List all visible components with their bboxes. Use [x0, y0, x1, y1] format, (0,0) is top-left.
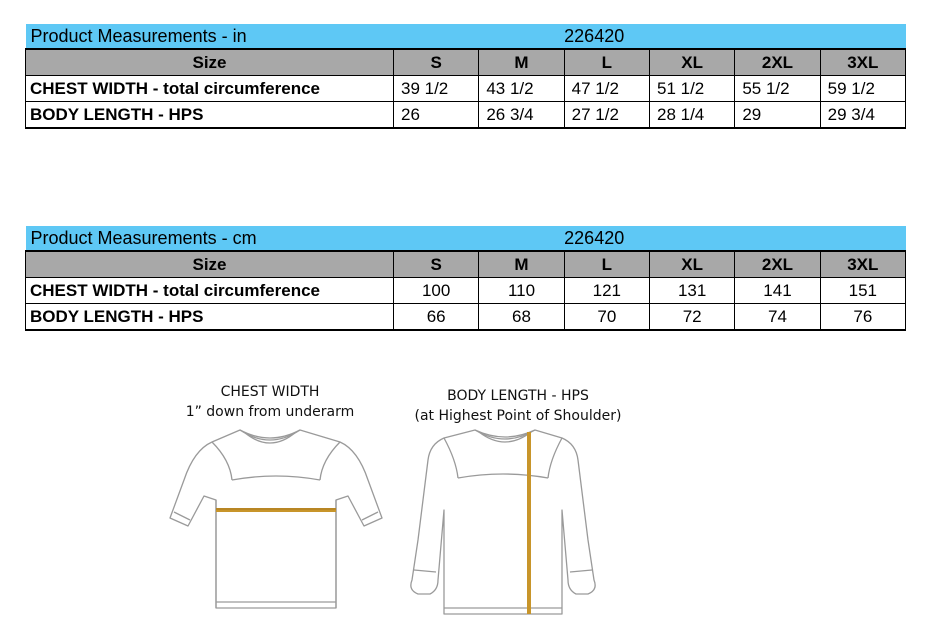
cell-value: 26 — [394, 102, 479, 129]
body-length-subtitle: (at Highest Point of Shoulder) — [414, 408, 622, 424]
cell-value: 72 — [649, 304, 734, 331]
size-header: Size — [26, 251, 394, 278]
cell-value: 27 1/2 — [564, 102, 649, 129]
measurements-table-cm — [25, 226, 906, 331]
table-row — [26, 102, 906, 129]
chest-width-title: CHEST WIDTH — [220, 384, 320, 400]
size-header-row — [26, 49, 906, 76]
cell-value: 131 — [649, 278, 734, 304]
size-2xl: 2XL — [735, 251, 820, 278]
size-header-row — [26, 251, 906, 278]
table-row — [26, 278, 906, 304]
table-title: Product Measurements - in — [26, 24, 394, 49]
body-length-measure-line — [527, 432, 531, 614]
cell-value: 141 — [735, 278, 820, 304]
size-3xl: 3XL — [820, 49, 905, 76]
cell-value: 70 — [564, 304, 649, 331]
cell-value: 55 1/2 — [735, 76, 820, 102]
product-code: 226420 — [564, 24, 905, 49]
chest-width-subtitle: 1” down from underarm — [185, 404, 355, 420]
table-title-bar — [26, 24, 906, 49]
chest-width-caption — [170, 382, 370, 422]
table-title: Product Measurements - cm — [26, 226, 394, 251]
cell-value: 47 1/2 — [564, 76, 649, 102]
table-row — [26, 76, 906, 102]
row-label: CHEST WIDTH - total circumference — [26, 76, 394, 102]
size-2xl: 2XL — [735, 49, 820, 76]
row-label: BODY LENGTH - HPS — [26, 304, 394, 331]
size-s: S — [394, 251, 479, 278]
cell-value: 39 1/2 — [394, 76, 479, 102]
body-length-title: BODY LENGTH - HPS — [447, 388, 589, 404]
cell-value: 68 — [479, 304, 564, 331]
cell-value: 110 — [479, 278, 564, 304]
size-3xl: 3XL — [820, 251, 905, 278]
size-xl: XL — [649, 251, 734, 278]
size-xl: XL — [649, 49, 734, 76]
cell-value: 76 — [820, 304, 905, 331]
cell-value: 100 — [394, 278, 479, 304]
longsleeve-diagram-icon — [400, 420, 600, 625]
size-m: M — [479, 251, 564, 278]
table-title-bar — [26, 226, 906, 251]
row-label: BODY LENGTH - HPS — [26, 102, 394, 129]
cell-value: 74 — [735, 304, 820, 331]
row-label: CHEST WIDTH - total circumference — [26, 278, 394, 304]
cell-value: 151 — [820, 278, 905, 304]
cell-value: 26 3/4 — [479, 102, 564, 129]
size-header: Size — [26, 49, 394, 76]
cell-value: 51 1/2 — [649, 76, 734, 102]
cell-value: 121 — [564, 278, 649, 304]
size-l: L — [564, 49, 649, 76]
cell-value: 29 3/4 — [820, 102, 905, 129]
cell-value: 29 — [735, 102, 820, 129]
measurements-table-inches — [25, 24, 906, 129]
size-l: L — [564, 251, 649, 278]
cell-value: 59 1/2 — [820, 76, 905, 102]
table-row — [26, 304, 906, 331]
cell-value: 43 1/2 — [479, 76, 564, 102]
product-code: 226420 — [564, 226, 905, 251]
chest-measure-line — [216, 508, 336, 512]
size-m: M — [479, 49, 564, 76]
cell-value: 28 1/4 — [649, 102, 734, 129]
cell-value: 66 — [394, 304, 479, 331]
size-s: S — [394, 49, 479, 76]
tshirt-diagram-icon — [160, 420, 390, 620]
